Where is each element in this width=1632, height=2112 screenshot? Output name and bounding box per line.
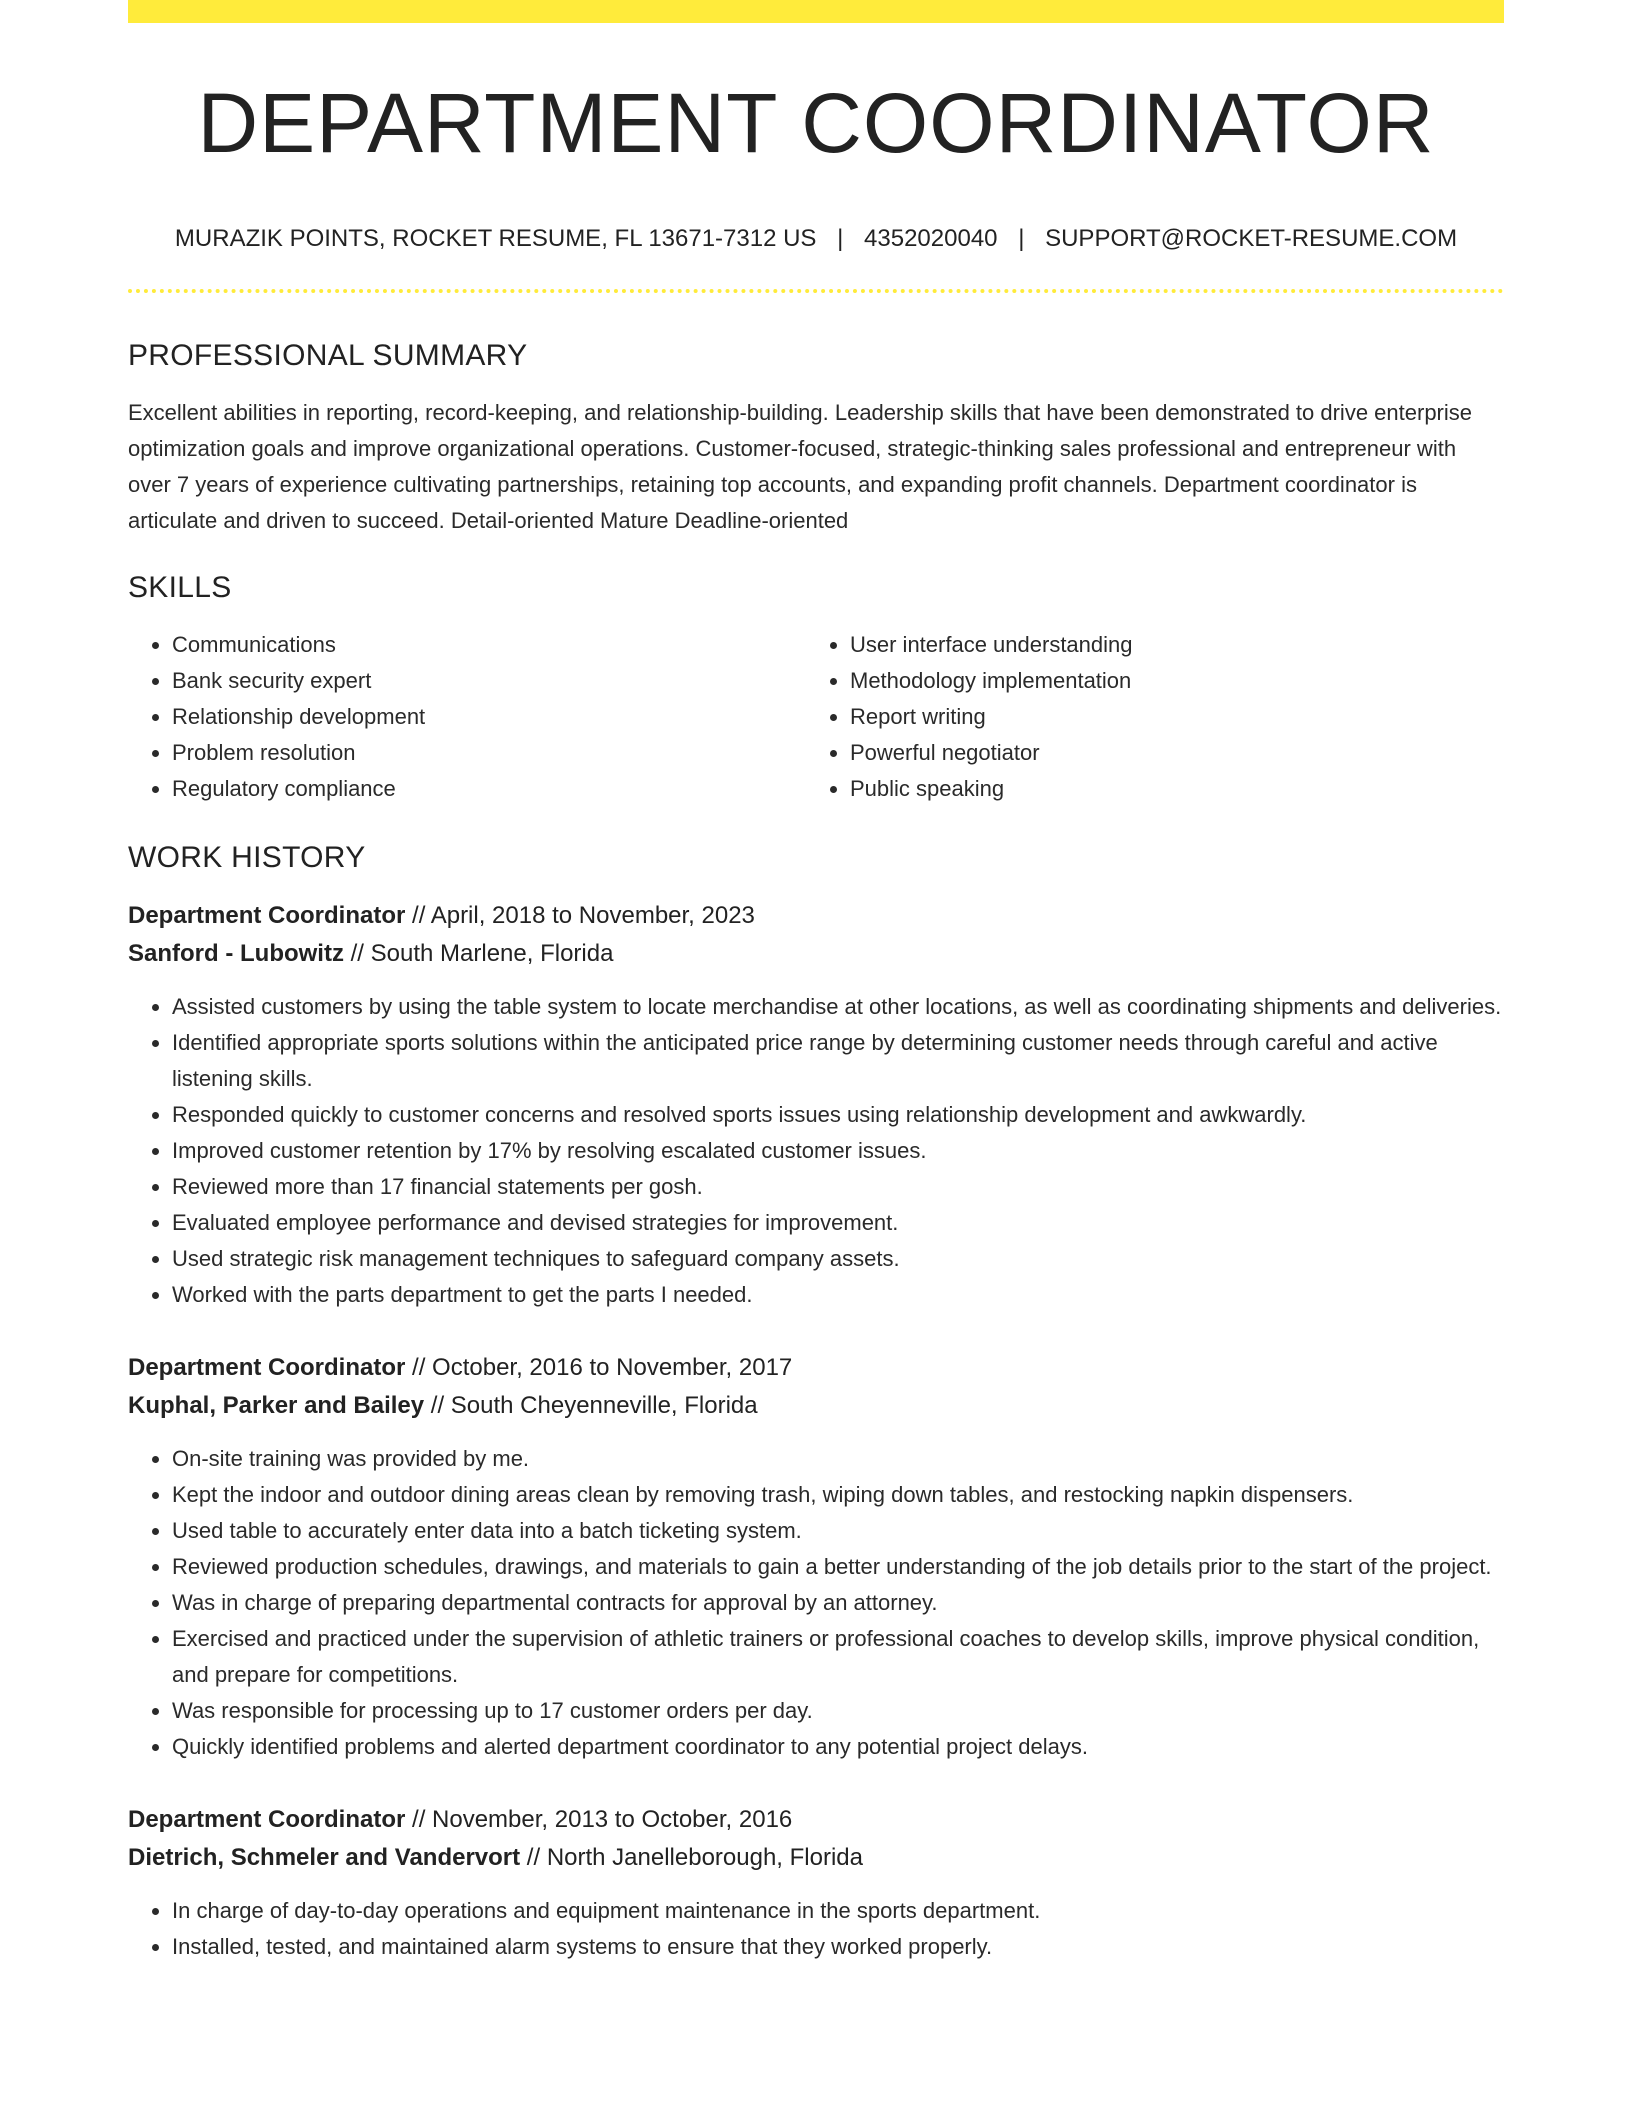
- job-company: Kuphal, Parker and Bailey: [128, 1392, 425, 1419]
- top-accent-bar: [128, 0, 1504, 23]
- job-title: Department Coordinator: [128, 1806, 406, 1833]
- skill-item: • Problem resolution: [172, 735, 806, 771]
- contact-separator: |: [837, 225, 844, 252]
- job-entry: [128, 897, 1504, 1313]
- job-bullet: • On-site training was provided by me.: [172, 1441, 1504, 1477]
- job-bullets: [128, 989, 1504, 1313]
- job-company: Dietrich, Schmeler and Vandervort: [128, 1844, 521, 1871]
- skill-item: • Regulatory compliance: [172, 771, 806, 807]
- job-entry: [128, 1349, 1504, 1765]
- skill-item: • Methodology implementation: [850, 663, 1484, 699]
- skill-item: • User interface understanding: [850, 627, 1484, 663]
- job-company: Sanford - Lubowitz: [128, 940, 344, 967]
- job-location: // North Janelleborough, Florida: [520, 1844, 863, 1871]
- work-history-heading: WORK HISTORY: [128, 841, 366, 874]
- job-title-line: [128, 897, 1504, 935]
- skill-item: • Report writing: [850, 699, 1484, 735]
- job-title-line: [128, 1349, 1504, 1387]
- contact-separator: |: [1018, 225, 1025, 252]
- job-bullet: • Quickly identified problems and alerted department coordinator to any potential project delays.: [172, 1729, 1504, 1765]
- job-bullet: • Exercised and practiced under the supervision of athletic trainers or professional coaches to develop skills, improve physical condition, and prepare for competitions.: [172, 1621, 1504, 1693]
- job-title: Department Coordinator: [128, 902, 406, 929]
- dotted-divider: [128, 289, 1504, 293]
- job-company-line: [128, 1387, 1504, 1425]
- skills-heading: SKILLS: [128, 571, 232, 604]
- resume-title: DEPARTMENT COORDINATOR: [197, 76, 1435, 170]
- summary-heading: PROFESSIONAL SUMMARY: [128, 339, 528, 372]
- contact-email: SUPPORT@ROCKET-RESUME.COM: [1045, 225, 1458, 252]
- job-title: Department Coordinator: [128, 1354, 406, 1381]
- job-entry: [128, 1801, 1504, 1965]
- contact-phone: 4352020040: [864, 225, 998, 252]
- skill-item: • Powerful negotiator: [850, 735, 1484, 771]
- job-location: // South Cheyenneville, Florida: [424, 1392, 758, 1419]
- job-bullet: • Identified appropriate sports solutions within the anticipated price range by determining customer needs through careful and active listening skills.: [172, 1025, 1504, 1097]
- job-dates: // April, 2018 to November, 2023: [405, 902, 755, 929]
- job-bullet: • Reviewed more than 17 financial statements per gosh.: [172, 1169, 1504, 1205]
- summary-text: Excellent abilities in reporting, record-keeping, and relationship-building. Leadership skills that have been demonstrated to drive enterprise optimization goals and improve organizational operations. Customer-focused, strategic-thinking sales professional and entrepreneur with over 7 years of experience cultivating partnerships, retaining top accounts, and expanding profit channels. Department coordinator is articulate and driven to succeed. Detail-oriented Mature Deadline-oriented: [128, 400, 1472, 533]
- job-bullet: • Installed, tested, and maintained alarm systems to ensure that they worked properly.: [172, 1929, 1504, 1965]
- job-company-line: [128, 935, 1504, 973]
- skill-item: • Public speaking: [850, 771, 1484, 807]
- job-company-line: [128, 1839, 1504, 1877]
- job-dates: // October, 2016 to November, 2017: [405, 1354, 793, 1381]
- job-bullet: • Kept the indoor and outdoor dining areas clean by removing trash, wiping down tables, and restocking napkin dispensers.: [172, 1477, 1504, 1513]
- job-bullet: • Reviewed production schedules, drawings, and materials to gain a better understanding of the job details prior to the start of the project.: [172, 1549, 1504, 1585]
- job-bullet: • Responded quickly to customer concerns and resolved sports issues using relationship development and awkwardly.: [172, 1097, 1504, 1133]
- job-bullets: [128, 1893, 1504, 1965]
- resume-page: [128, 0, 1504, 1965]
- job-bullet: • Assisted customers by using the table system to locate merchandise at other locations, as well as coordinating shipments and deliveries.: [172, 989, 1504, 1025]
- job-bullet: • Was in charge of preparing departmental contracts for approval by an attorney.: [172, 1585, 1504, 1621]
- job-bullet: • In charge of day-to-day operations and equipment maintenance in the sports department.: [172, 1893, 1504, 1929]
- job-bullet: • Evaluated employee performance and devised strategies for improvement.: [172, 1205, 1504, 1241]
- skills-columns: [128, 627, 1504, 807]
- skill-item: • Relationship development: [172, 699, 806, 735]
- job-bullets: [128, 1441, 1504, 1765]
- job-bullet: • Used strategic risk management techniques to safeguard company assets.: [172, 1241, 1504, 1277]
- contact-line: [128, 225, 1504, 253]
- skills-list-left: [128, 627, 806, 807]
- job-bullet: • Improved customer retention by 17% by resolving escalated customer issues.: [172, 1133, 1504, 1169]
- job-location: // South Marlene, Florida: [343, 940, 614, 967]
- job-dates: // November, 2013 to October, 2016: [405, 1806, 793, 1833]
- skill-item: • Communications: [172, 627, 806, 663]
- skills-list-right: [806, 627, 1484, 807]
- job-title-line: [128, 1801, 1504, 1839]
- contact-address: MURAZIK POINTS, ROCKET RESUME, FL 13671-7312 US: [174, 225, 817, 252]
- job-bullet: • Was responsible for processing up to 17 customer orders per day.: [172, 1693, 1504, 1729]
- job-bullet: • Used table to accurately enter data into a batch ticketing system.: [172, 1513, 1504, 1549]
- job-bullet: • Worked with the parts department to get the parts I needed.: [172, 1277, 1504, 1313]
- skill-item: • Bank security expert: [172, 663, 806, 699]
